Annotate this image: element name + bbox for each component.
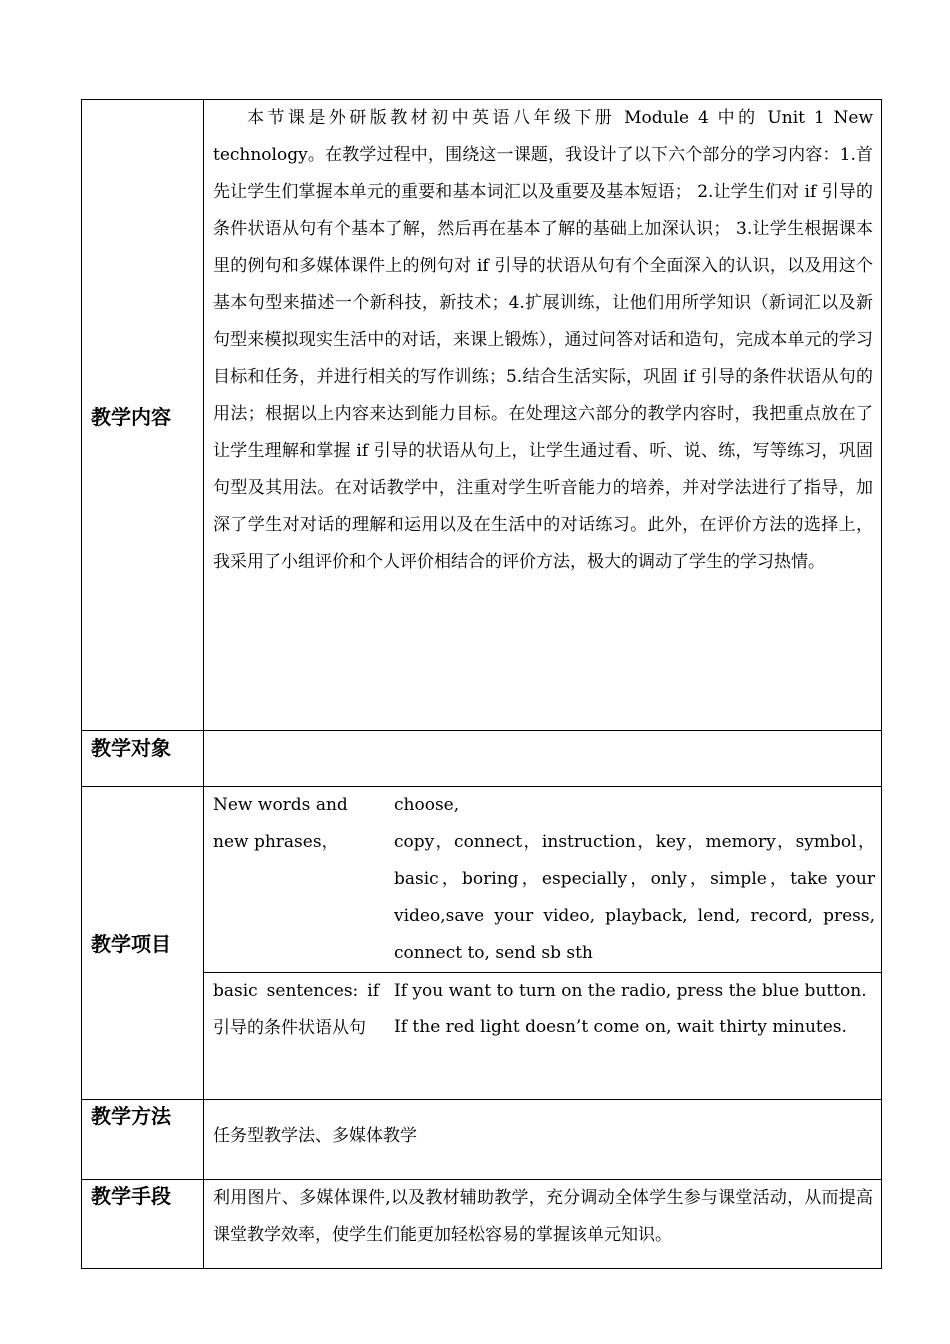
words-intro: choose, [394,795,460,815]
sentences-label: basic sentences: if 引导的条件状语从句 [204,973,385,1099]
words-label: New words and new phrases， [213,795,348,852]
method-label: 教学方法 [82,1099,204,1179]
content-label: 教学内容 [82,100,204,731]
means-text: 利用图片、多媒体课件,以及教材辅助教学，充分调动全体学生参与课堂活动，从而提高课堂教学效率，使学生们能更加轻松容易的掌握该单元知识。 [213,1187,873,1245]
method-text: 任务型教学法、多媒体教学 [213,1125,417,1146]
items-row [82,787,882,1100]
items-cell [204,787,882,1100]
sentence-1: If you want to turn on the radio, press the blue button. [394,981,867,1001]
means-label: 教学手段 [82,1179,204,1268]
lesson-plan-table [81,99,882,1269]
content-cell [204,100,882,731]
target-label: 教学对象 [82,731,204,787]
target-row [82,731,882,787]
sentences-row [204,973,881,1099]
target-cell [204,731,882,787]
means-row [82,1179,882,1268]
sentence-2: If the red light doesn’t come on, wait thirty minutes. [394,1017,847,1037]
items-subtable [204,787,881,1099]
items-label: 教学项目 [82,787,204,1100]
words-list: copy，connect，instruction，key，memory，symbol，basic，boring，especially，only，simple，take your video,save your video, playback, lend, record, press, connect to, send sb sth [394,832,875,963]
sentences-cell [385,973,881,1099]
means-cell [204,1179,882,1268]
method-cell [204,1099,882,1179]
words-row [204,787,881,973]
method-row [82,1099,882,1179]
words-cell [385,787,881,973]
content-row [82,100,882,731]
content-text: 本节课是外研版教材初中英语八年级下册 Module 4 中的 Unit 1 New technology。在教学过程中，围绕这一课题，我设计了以下六个部分的学习内容：1.首先让学生们掌握本单元的重要和基本词汇以及重要及基本短语； 2.让学生们对 if 引导的条件状语从句有个基本了解，然后再在基本了解的基础上加深认识； 3.让学生根据课本里的例句和多媒体课件上的例句对 if 引导的状语从句有个全面深入的认识，以及用这个基本句型来描述一个新科技，新技术；4.扩展训练，让他们用所学知识（新词汇以及新句型来模拟现实生活中的对话，来课上锻炼），通过问答对话和造句，完成本单元的学习目标和任务，并进行相关的写作训练；5.结合生活实际，巩固 if 引导的条件状语从句的用法；根据以上内容来达到能力目标。在处理这六部分的教学内容时，我把重点放在了让学生理解和掌握 if 引导的状语从句上，让学生通过看、听、说、练，写等练习，巩固句型及其用法。在对话教学中，注重对学生听音能力的培养，并对学法进行了指导，加深了学生对对话的理解和运用以及在生活中的对话练习。此外，在评价方法的选择上，我采用了小组评价和个人评价相结合的评价方法，极大的调动了学生的学习热情。 [213,108,873,572]
